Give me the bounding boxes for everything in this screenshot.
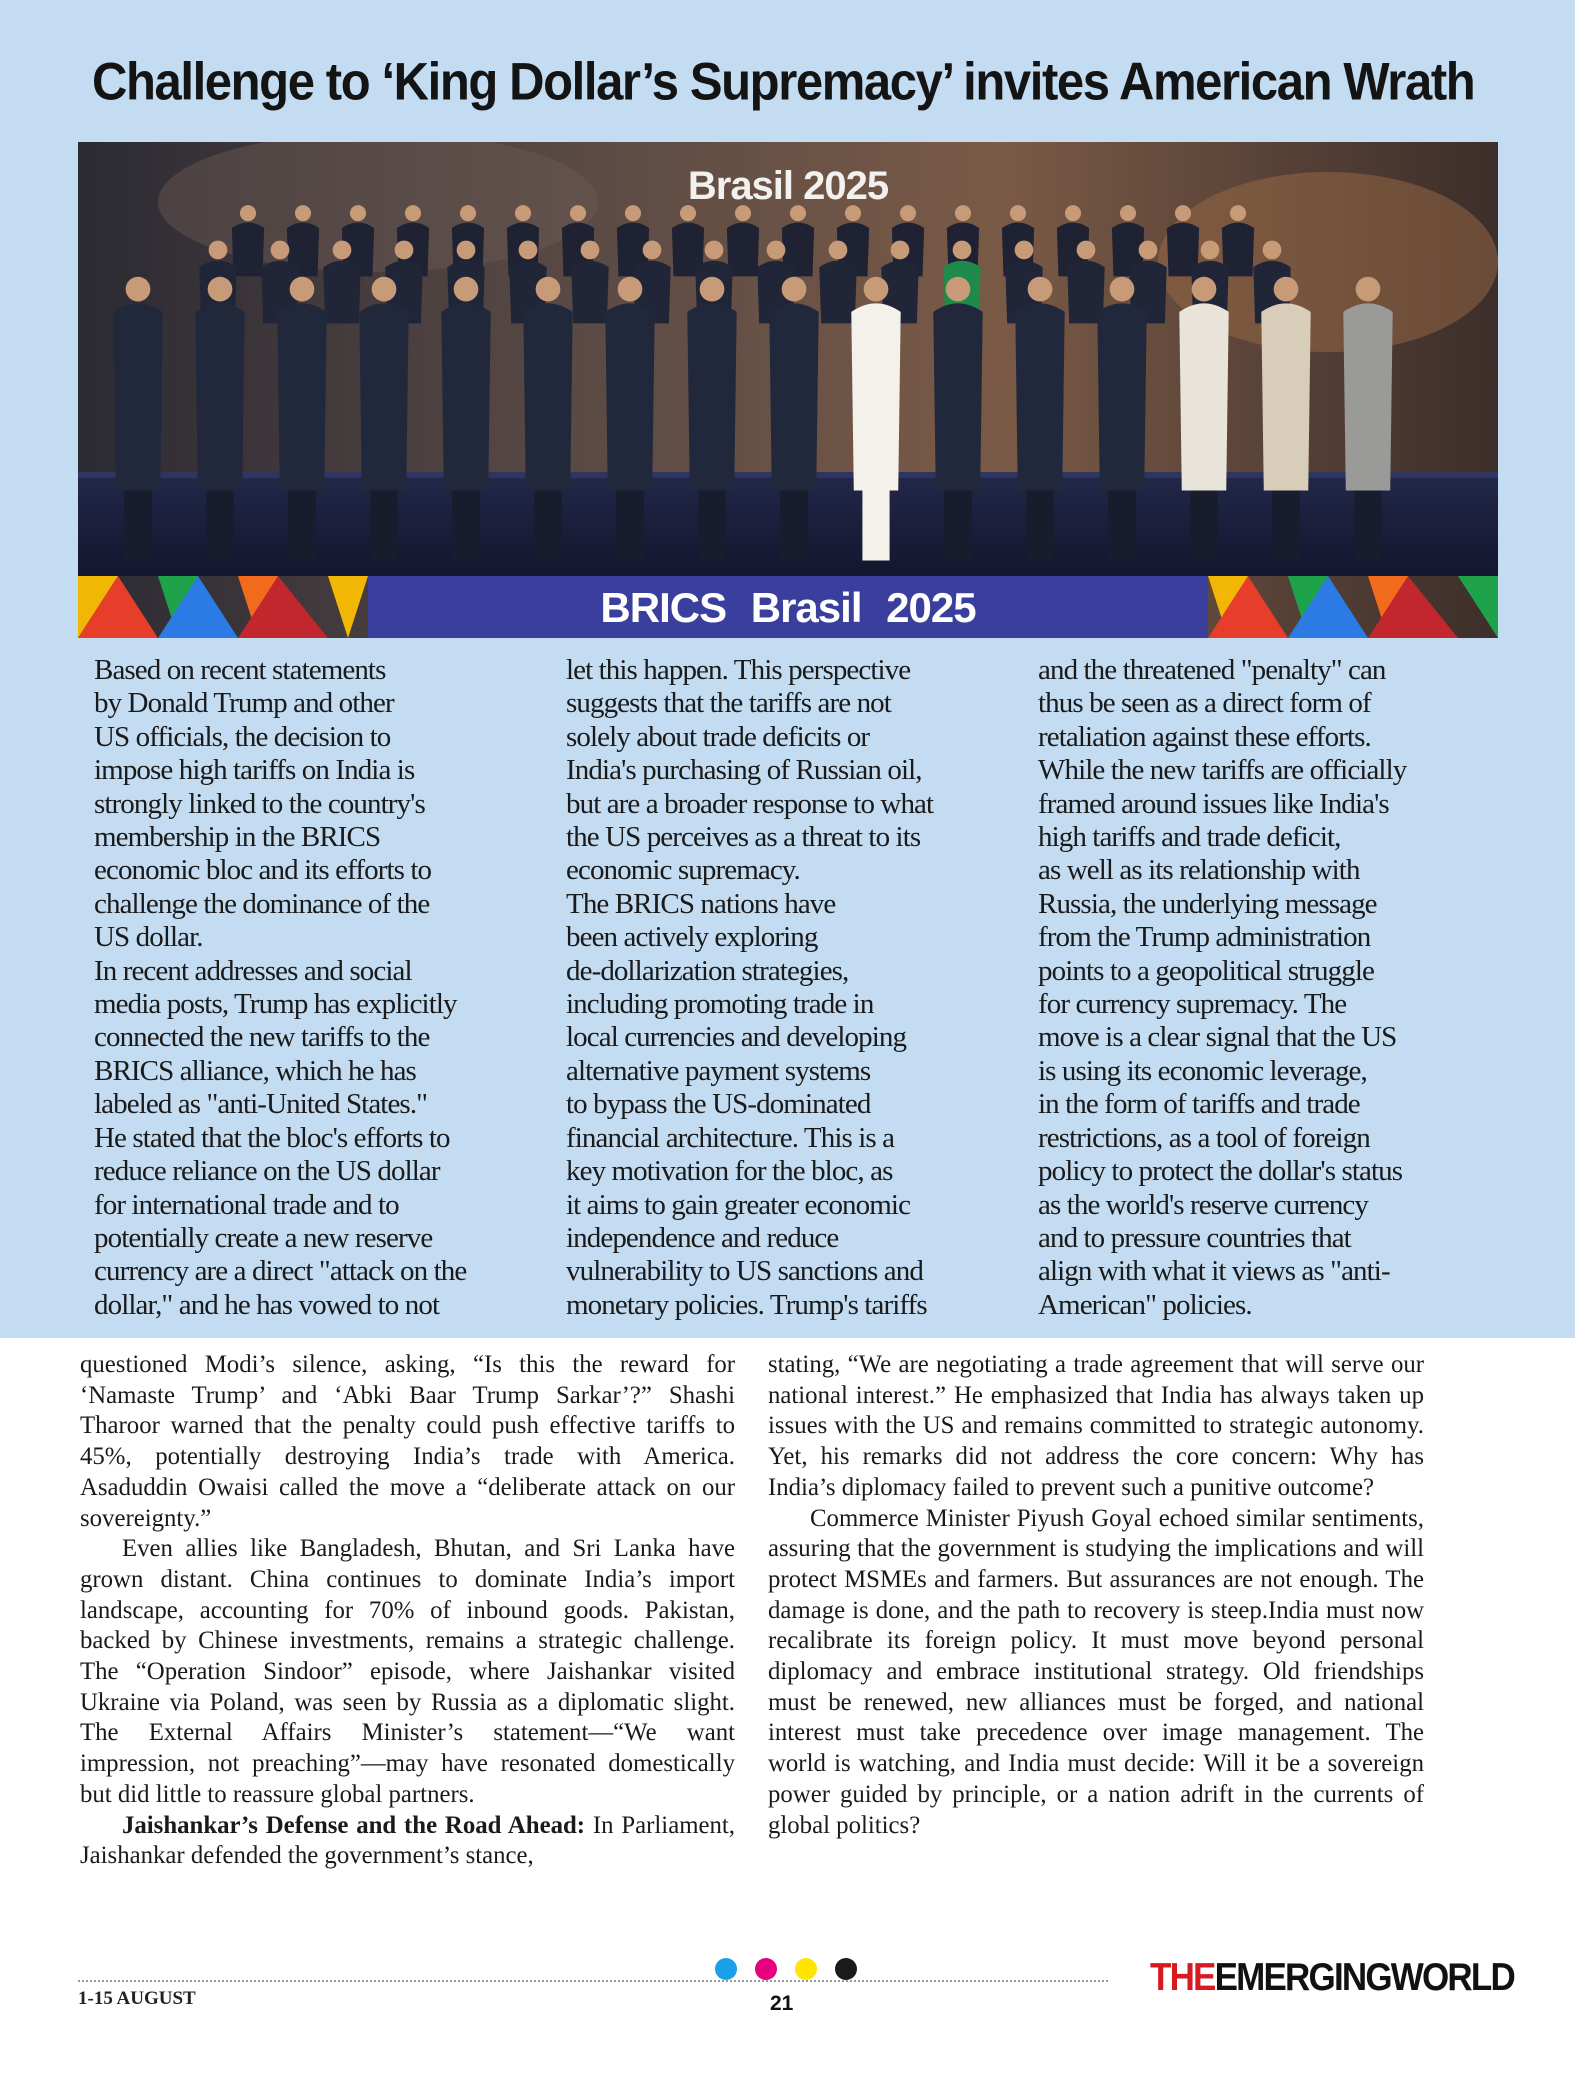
top-col3-para-1: and the threatened "penalty" can thus be seen as a direct form of retaliation against these efforts. While the new tariffs are officially framed around issues like India's high tariffs and trade deficit, as well as its relationship with Russia, the underlying message from the Trump administration points to a geopolitical struggle for currency supremacy. The move is a clear signal that the US is using its economic leverage, in the form of tariffs and trade restrictions, as a tool of foreign policy to protect the dollar's status as the world's reserve currency and to pressure countries that align with what it views as "anti- American" policies.	[1038, 654, 1407, 1321]
attendee-figure	[323, 261, 360, 324]
attendee-figure	[523, 303, 572, 490]
attendee-head	[1201, 241, 1220, 260]
attendee-figure	[232, 222, 264, 276]
attendee-legs	[862, 491, 889, 561]
bottom-left-para-3	[80, 1811, 735, 1872]
attendee-head	[767, 241, 786, 260]
attendee-legs	[534, 491, 561, 561]
attendee-figure	[1015, 303, 1064, 490]
attendee-legs	[616, 491, 643, 561]
attendee-figure	[195, 303, 244, 490]
attendee-head	[290, 277, 315, 302]
attendee-head	[1274, 277, 1299, 302]
attendee-figure	[113, 303, 162, 490]
attendee-figure	[441, 303, 490, 490]
attendee-legs	[124, 491, 151, 561]
attendee-head	[643, 241, 662, 260]
attendee-head	[581, 241, 600, 260]
headline: Challenge to ‘King Dollar’s Supremacy’ invites American Wrath	[92, 53, 1475, 112]
attendee-legs	[944, 491, 971, 561]
photo-event-title: Brasil 2025	[687, 164, 889, 208]
attendee-legs	[1108, 491, 1135, 561]
brics-group-photo	[78, 142, 1498, 638]
attendee-figure	[819, 261, 856, 324]
attendee-figure	[769, 303, 818, 490]
photo-banner-text: BRICS Brasil 2025	[600, 584, 976, 631]
attendee-figure	[359, 303, 408, 490]
attendee-head	[1192, 277, 1217, 302]
attendee-legs	[206, 491, 233, 561]
top-col1-para-1: Based on recent statements by Donald Trump and other US officials, the decision to impose high tariffs on India is strongly linked to the country's membership in the BRICS economic bloc and its efforts to challenge the dominance of the US dollar.	[94, 654, 432, 954]
attendee-legs	[288, 491, 315, 561]
bottom-column-left	[80, 1350, 735, 1872]
attendee-head	[891, 241, 910, 260]
attendee-legs	[452, 491, 479, 561]
attendee-head	[1139, 241, 1158, 260]
attendee-head	[705, 241, 724, 260]
attendee-head	[618, 277, 643, 302]
attendee-figure	[851, 303, 900, 490]
attendee-head	[700, 277, 725, 302]
top-col2-para-1: let this happen. This perspective suggests that the tariffs are not solely about trade deficits or India's purchasing of Russian oil, but are a broader response to what the US perceives as a threat to its economic supremacy.	[566, 654, 934, 887]
attendee-head	[519, 241, 538, 260]
attendee-figure	[1261, 303, 1310, 490]
top-col1-para-2: In recent addresses and social media posts, Trump has explicitly connected the new tariffs to the BRICS alliance, which he has labeled as "anti-United States." He stated that the bloc's efforts to reduce reliance on the US dollar for international trade and to potentially create a new reserve currency are a direct "attack on the dollar," and he has vowed to not	[94, 954, 467, 1321]
publication-logo	[1150, 1956, 1514, 2000]
attendee-legs	[1026, 491, 1053, 561]
attendee-head	[126, 277, 151, 302]
attendee-head	[457, 241, 476, 260]
attendee-head	[208, 277, 233, 302]
bottom-left-para-1: questioned Modi’s silence, asking, “Is this the reward for ‘Namaste Trump’ and ‘Abki Baar Trump Sarkar’?” Shashi Tharoor warned that the penalty could push effective tariffs to 45%, potentially destroying India’s trade with America. Asaduddin Owaisi called the move a “deliberate attack on our sovereignty.”	[80, 1351, 735, 1532]
attendee-head	[1028, 277, 1053, 302]
attendee-head	[946, 277, 971, 302]
bottom-column-right	[768, 1350, 1424, 1841]
attendee-figure	[1179, 303, 1228, 490]
attendee-figure	[933, 303, 982, 490]
page-number: 21	[770, 1992, 794, 2015]
bottom-left-para-2: Even allies like Bangladesh, Bhutan, and Sri Lanka have grown distant. China continues to dominate India’s import landscape, accounting for 70% of inbound goods. Pakistan, backed by Chinese investments, remains a strategic challenge. The “Operation Sindoor” episode, where Jaishankar visited Ukraine via Poland, was seen by Russia as a diplomatic slight. The External Affairs Minister’s statement—“We want impression, not preaching”—may have resonated domestically but did little to reassure global partners.	[80, 1535, 735, 1808]
attendee-head	[395, 241, 414, 260]
attendee-figure	[687, 303, 736, 490]
top-col2-para-2: The BRICS nations have been actively exploring de-dollarization strategies, including promoting trade in local currencies and developing alternative payment systems to bypass the US-dominated financial architecture. This is a key motivation for the bloc, as it aims to gain greater economic independence and reduce vulnerability to US sanctions and monetary policies. Trump's tariffs	[566, 887, 927, 1321]
attendee-head	[333, 241, 352, 260]
bottom-left-para-3-text: In Parliament, Jaishankar defended the government’s stance,	[80, 1811, 735, 1870]
attendee-head	[1356, 277, 1381, 302]
attendee-head	[1110, 277, 1135, 302]
top-column-3	[1038, 654, 1478, 1322]
attendee-head	[454, 277, 479, 302]
top-column-2	[566, 654, 1006, 1322]
attendee-head	[372, 277, 397, 302]
section-subheading: Jaishankar’s Defense and the Road Ahead:	[122, 1811, 586, 1839]
logo-the: THE	[1150, 1956, 1215, 1999]
attendee-figure	[605, 303, 654, 490]
attendee-figure	[277, 303, 326, 490]
registration-marks	[715, 1958, 857, 1980]
registration-dot-yellow	[795, 1958, 817, 1980]
attendee-legs	[1354, 491, 1381, 561]
attendee-head	[829, 241, 848, 260]
attendee-figure	[1343, 303, 1392, 490]
attendee-head	[953, 241, 972, 260]
attendee-head	[271, 241, 290, 260]
attendee-legs	[1190, 491, 1217, 561]
bottom-right-para-1: stating, “We are negotiating a trade agreement that will serve our national interest.” He emphasized that India has always taken up issues with the US and remains committed to strategic autonomy. Yet, his remarks did not address the core concern: Why has India’s diplomacy failed to prevent such a punitive outcome?	[768, 1351, 1424, 1501]
attendee-head	[536, 277, 561, 302]
registration-dot-black	[835, 1958, 857, 1980]
attendee-head	[782, 277, 807, 302]
logo-emerging-world: EMERGINGWORLD	[1214, 1956, 1514, 1999]
attendee-figure	[571, 261, 608, 324]
attendee-head	[1077, 241, 1096, 260]
top-column-1	[94, 654, 534, 1322]
attendee-legs	[780, 491, 807, 561]
registration-dot-magenta	[755, 1958, 777, 1980]
attendee-head	[1015, 241, 1034, 260]
attendee-figure	[1097, 303, 1146, 490]
attendee-legs	[1272, 491, 1299, 561]
attendee-head	[1263, 241, 1282, 260]
attendee-legs	[698, 491, 725, 561]
issue-date: 1-15 AUGUST	[78, 1988, 196, 2009]
footer-divider	[78, 1980, 1108, 1982]
attendee-legs	[370, 491, 397, 561]
registration-dot-cyan	[715, 1958, 737, 1980]
attendee-head	[864, 277, 889, 302]
bottom-right-para-2: Commerce Minister Piyush Goyal echoed similar sentiments, assuring that the government is studying the implications and will protect MSMEs and farmers. But assurances are not enough. The damage is done, and the path to recovery is steep.India must now recalibrate its foreign policy. It must move beyond personal diplomacy and embrace institutional strategy. Old friendships must be renewed, new alliances must be forged, and national interest must take precedence over image management. The world is watching, and India must decide: Will it be a sovereign power guided by principle, or a nation adrift in the currents of global politics?	[768, 1504, 1424, 1839]
attendee-head	[209, 241, 228, 260]
